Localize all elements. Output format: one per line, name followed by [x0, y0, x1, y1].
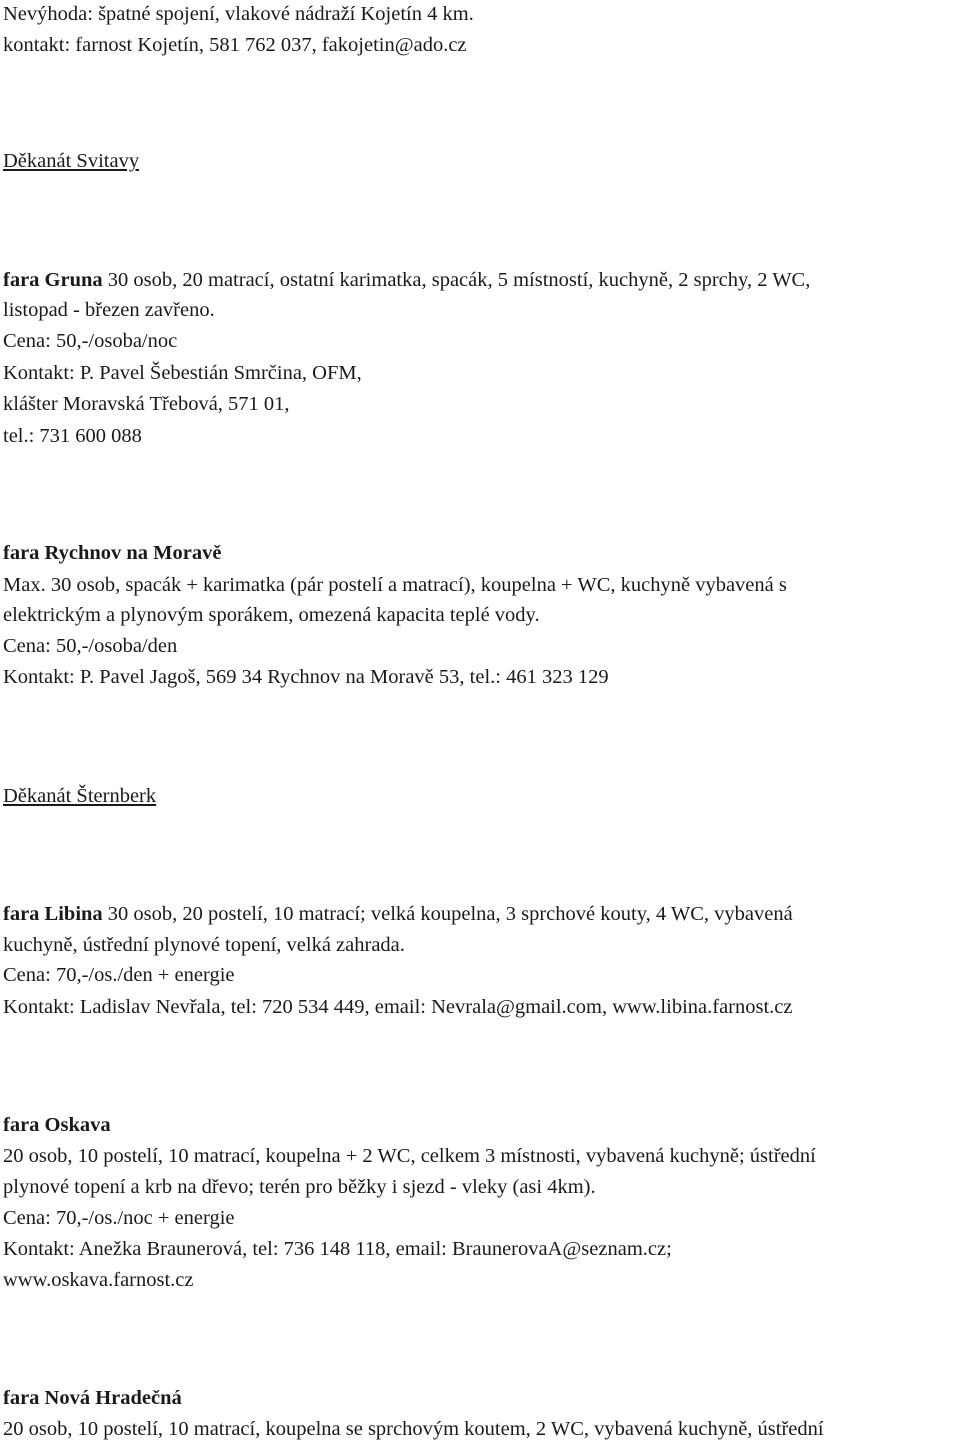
libina-desc-text: 30 osob, 20 postelí, 10 matrací; velká koupelna, 3 sprchové kouty, 4 WC, vybavená	[102, 903, 793, 925]
nova-hradecna-desc-line-1: 20 osob, 10 postelí, 10 matrací, koupelna se sprchovým koutem, 2 WC, vybavená kuchyně, ústřední	[3, 1418, 824, 1440]
gruna-desc-line-1	[3, 268, 810, 292]
rychnov-contact: Kontakt: P. Pavel Jagoš, 569 34 Rychnov na Moravě 53, tel.: 461 323 129	[3, 666, 609, 688]
deanery-svitavy-heading: Děkanát Svitavy	[3, 150, 140, 172]
libina-desc-line-2: kuchyně, ústřední plynové topení, velká zahrada.	[3, 934, 405, 956]
oskava-contact-line-1: Kontakt: Anežka Braunerová, tel: 736 148 118, email: BraunerovaA@seznam.cz;	[3, 1238, 672, 1260]
oskava-desc-line-1: 20 osob, 10 postelí, 10 matrací, koupelna + 2 WC, celkem 3 místnosti, vybavená kuchyně; ústřední	[3, 1145, 816, 1167]
nova-hradecna-name: fara Nová Hradečná	[3, 1387, 182, 1409]
gruna-desc-line-2: listopad - březen zavřeno.	[3, 299, 215, 321]
deanery-sternberk-heading: Děkanát Šternberk	[3, 785, 157, 807]
rychnov-price: Cena: 50,-/osoba/den	[3, 635, 178, 657]
gruna-desc-text: 30 osob, 20 matrací, ostatní karimatka, spacák, 5 místností, kuchyně, 2 sprchy, 2 WC,	[102, 269, 811, 291]
libina-name: fara Libina	[3, 903, 103, 925]
oskava-name: fara Oskava	[3, 1114, 111, 1136]
gruna-price: Cena: 50,-/osoba/noc	[3, 330, 178, 352]
oskava-price: Cena: 70,-/os./noc + energie	[3, 1207, 235, 1229]
intro-contact-line: kontakt: farnost Kojetín, 581 762 037, fakojetin@ado.cz	[3, 34, 467, 56]
oskava-desc-line-2: plynové topení a krb na dřevo; terén pro běžky i sjezd - vleky (asi 4km).	[3, 1176, 596, 1198]
intro-line-1: Nevýhoda: špatné spojení, vlakové nádraží Kojetín 4 km.	[3, 3, 474, 25]
libina-desc-line-1	[3, 902, 793, 926]
oskava-contact-line-2: www.oskava.farnost.cz	[3, 1269, 194, 1291]
rychnov-name: fara Rychnov na Moravě	[3, 542, 222, 564]
gruna-name: fara Gruna	[3, 269, 103, 291]
gruna-contact-line-2: klášter Moravská Třebová, 571 01,	[3, 393, 290, 415]
libina-contact: Kontakt: Ladislav Nevřala, tel: 720 534 449, email: Nevrala@gmail.com, www.libina.farnost.cz	[3, 996, 793, 1018]
libina-price: Cena: 70,-/os./den + energie	[3, 964, 235, 986]
rychnov-desc-line-1: Max. 30 osob, spacák + karimatka (pár postelí a matrací), koupelna + WC, kuchyně vybavená s	[3, 574, 787, 596]
rychnov-desc-line-2: elektrickým a plynovým sporákem, omezená kapacita teplé vody.	[3, 604, 540, 626]
gruna-contact-line-1: Kontakt: P. Pavel Šebestián Smrčina, OFM,	[3, 362, 362, 384]
gruna-contact-line-3: tel.: 731 600 088	[3, 425, 142, 447]
